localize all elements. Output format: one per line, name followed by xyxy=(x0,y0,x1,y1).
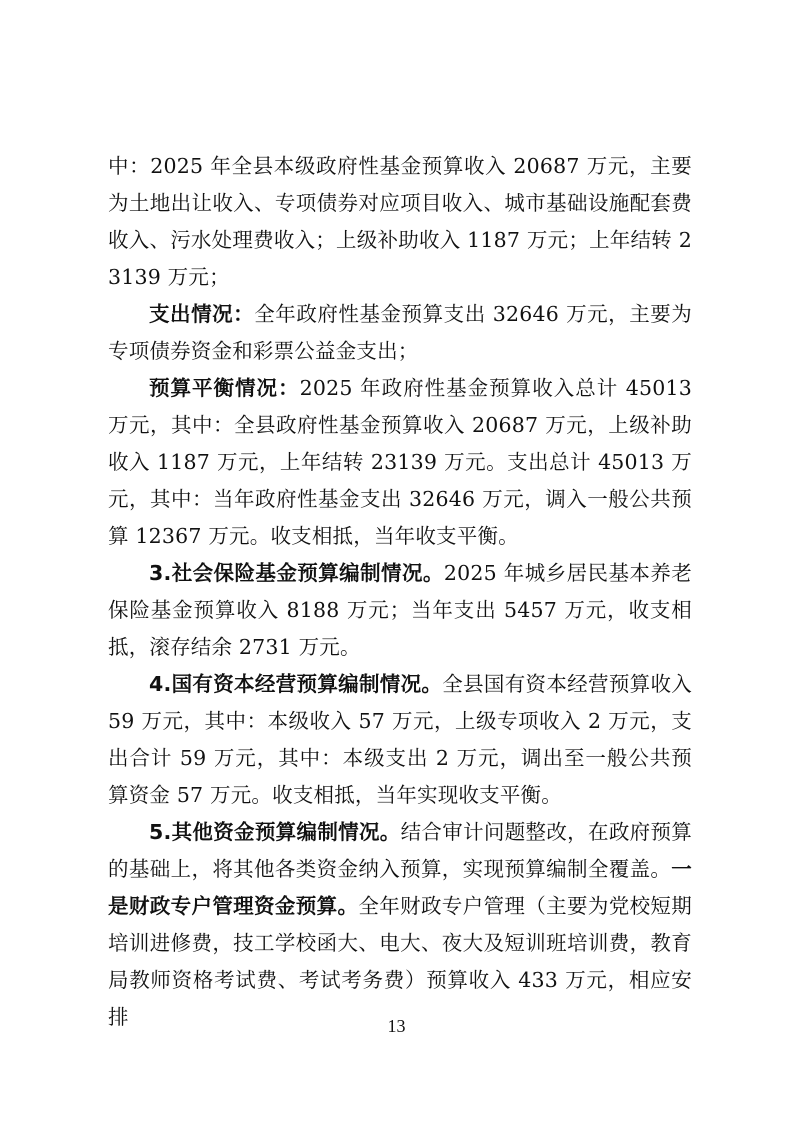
paragraph-text: 全年政府性基金预算支出 32646 万元，主要为专项债券资金和彩票公益金支出； xyxy=(108,302,693,363)
paragraph-text: 全年财政专户管理（主要为党校短期培训进修费，技工学校函大、电大、夜大及短训班培训费，教育局教师资格考试费、考试考务费）预算收入 433 万元，相应安排 xyxy=(108,894,692,1029)
paragraph-heading: 5.其他资金预算编制情况。 xyxy=(149,820,401,844)
page-body xyxy=(108,148,692,1036)
page-number: 13 xyxy=(387,1016,406,1036)
paragraph-state-capital xyxy=(108,666,692,814)
paragraph-heading: 预算平衡情况： xyxy=(149,376,300,400)
paragraph-budget-balance xyxy=(108,370,692,555)
paragraph-text: 2025 年政府性基金预算收入总计 45013 万元，其中：全县政府性基金预算收入 20687 万元，上级补助收入 1187 万元，上年结转 23139 万元。支出总计 45013 万元，其中：当年政府性基金支出 32646 万元，调入一般公共预算 12367 万元。收支相抵，当年收支平衡。 xyxy=(108,376,692,548)
paragraph-expenditure xyxy=(108,296,692,370)
paragraph-text: 中：2025 年全县本级政府性基金预算收入 20687 万元，主要为土地出让收入、专项债券对应项目收入、城市基础设施配套费收入、污水处理费收入；上级补助收入 1187 万元；上年结转 23139 万元； xyxy=(108,154,692,289)
paragraph-heading: 3.社会保险基金预算编制情况。 xyxy=(149,561,444,585)
paragraph-text: 结合审计问题整改，在政府预算的基础上，将其他各类资金纳入预算，实现预算编制全覆盖。 xyxy=(108,820,692,881)
paragraph-text: 2025 年城乡居民基本养老保险基金预算收入 8188 万元；当年支出 5457 万元，收支相抵，滚存结余 2731 万元。 xyxy=(108,561,692,659)
paragraph-text: 全县国有资本经营预算收入 59 万元，其中：本级收入 57 万元，上级专项收入 2 万元，支出合计 59 万元，其中：本级支出 2 万元，调出至一般公共预算资金 57 万元。收支相抵，当年实现收支平衡。 xyxy=(108,672,692,807)
paragraph-fund-income xyxy=(108,148,692,296)
paragraph-heading: 支出情况： xyxy=(149,302,255,326)
paragraph-other-funds xyxy=(108,814,692,1036)
paragraph-social-insurance xyxy=(108,555,692,666)
paragraph-subheading: 一是财政专户管理资金预算。 xyxy=(108,857,692,918)
paragraph-heading: 4.国有资本经营预算编制情况。 xyxy=(149,672,443,696)
